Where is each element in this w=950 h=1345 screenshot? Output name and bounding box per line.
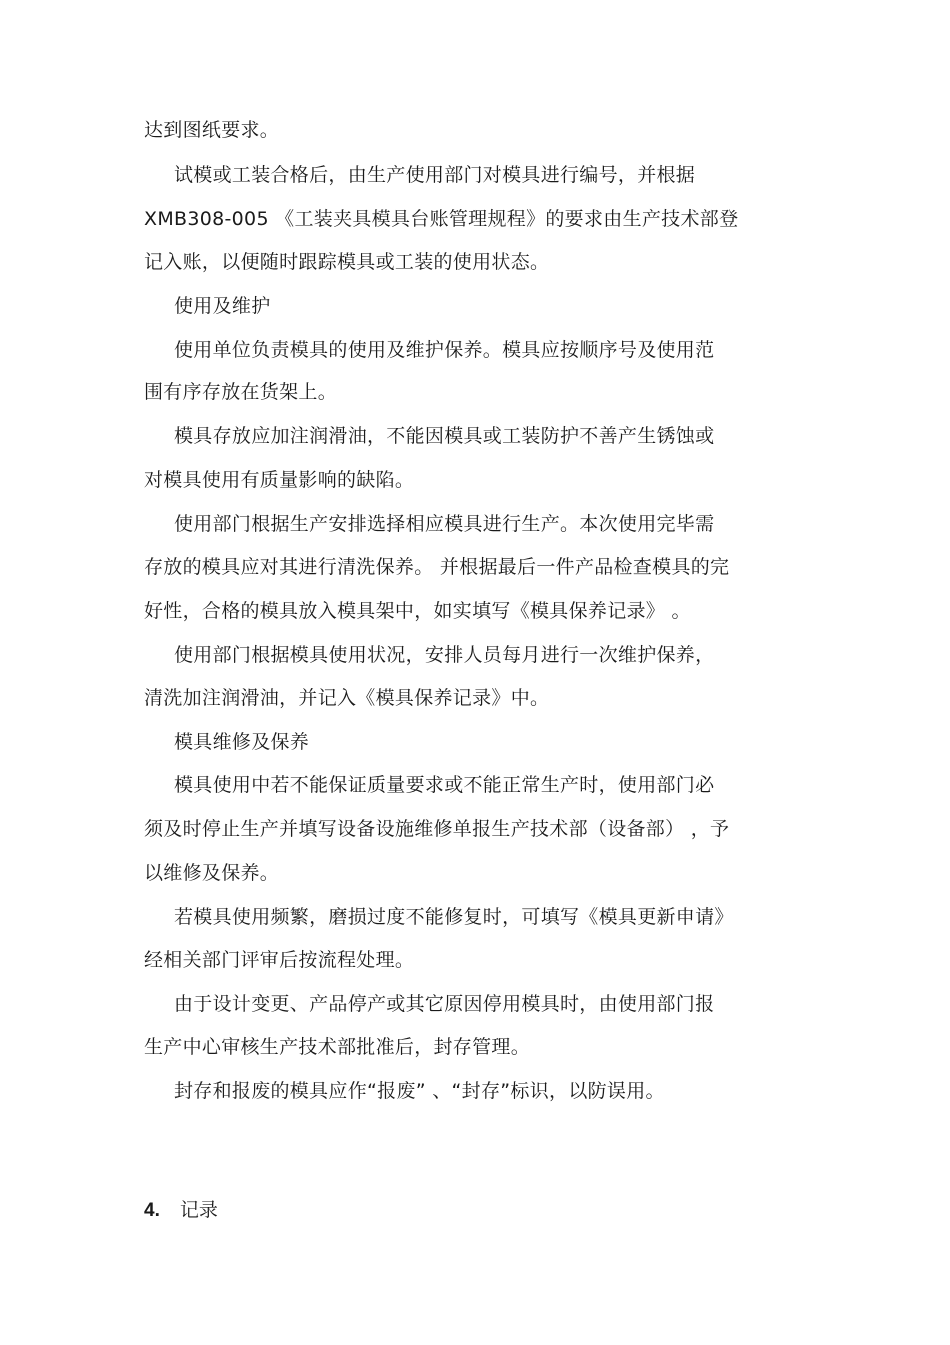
- paragraph-line: 好性，合格的模具放入模具架中，如实填写《模具保养记录》 。: [144, 600, 691, 622]
- paragraph-line: XMB308-005 《工装夹具模具台账管理规程》的要求由生产技术部登: [144, 208, 739, 230]
- subsection-heading: 模具维修及保养: [174, 731, 310, 753]
- paragraph-line: 生产中心审核生产技术部批准后，封存管理。: [144, 1036, 531, 1058]
- paragraph-line: 记入账，以便随时跟踪模具或工装的使用状态。: [144, 251, 550, 273]
- section-number: 4.: [144, 1200, 160, 1221]
- paragraph-line: 清洗加注润滑油，并记入《模具保养记录》中。: [144, 687, 550, 709]
- paragraph-line: 围有序存放在货架上。: [144, 381, 338, 403]
- paragraph-line: 由于设计变更、产品停产或其它原因停用模具时，由使用部门报: [174, 993, 715, 1015]
- paragraph-line: 使用部门根据生产安排选择相应模具进行生产。本次使用完毕需: [174, 513, 715, 535]
- section-title: 记录: [179, 1199, 218, 1221]
- paragraph-line: 模具使用中若不能保证质量要求或不能正常生产时，使用部门必: [174, 774, 715, 796]
- paragraph-line: 若模具使用频繁，磨损过度不能修复时，可填写《模具更新申请》: [174, 906, 734, 928]
- section-heading: [144, 1198, 218, 1223]
- paragraph-line: 试模或工装合格后，由生产使用部门对模具进行编号，并根据: [174, 164, 696, 186]
- paragraph-line: 使用部门根据模具使用状况，安排人员每月进行一次维护保养，: [174, 644, 715, 666]
- paragraph-line: 模具存放应加注润滑油，不能因模具或工装防护不善产生锈蚀或: [174, 425, 715, 447]
- paragraph-line: 存放的模具应对其进行清洗保养。 并根据最后一件产品检查模具的完: [144, 556, 730, 578]
- paragraph-line: 对模具使用有质量影响的缺陷。: [144, 469, 415, 491]
- paragraph-line: 封存和报废的模具应作“报废” 、“封存”标识，以防误用。: [174, 1080, 665, 1102]
- paragraph-line: 经相关部门评审后按流程处理。: [144, 949, 415, 971]
- paragraph-line: 以维修及保养。: [144, 862, 280, 884]
- paragraph-line: 达到图纸要求。: [144, 119, 280, 141]
- paragraph-line: 使用单位负责模具的使用及维护保养。模具应按顺序号及使用范: [174, 339, 715, 361]
- subsection-heading: 使用及维护: [174, 295, 271, 317]
- paragraph-line: 须及时停止生产并填写设备设施维修单报生产技术部（设备部） ，予: [144, 818, 730, 840]
